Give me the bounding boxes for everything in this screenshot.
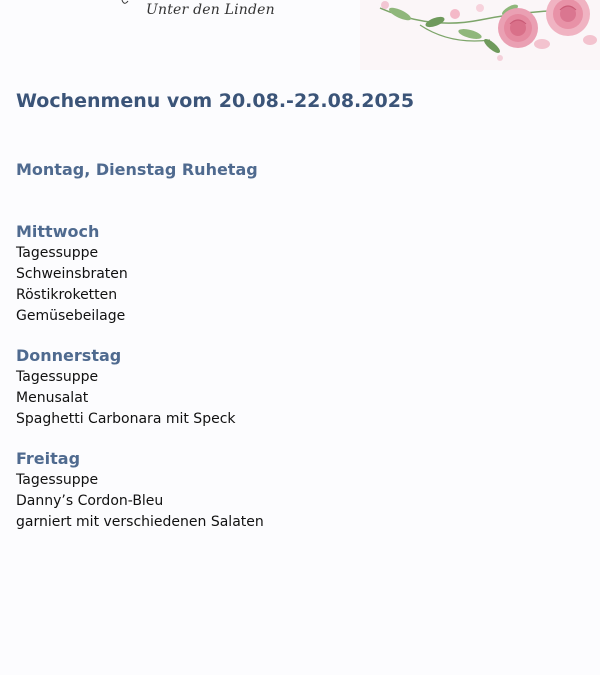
- page-header: [0, 0, 600, 70]
- day-heading: Mittwoch: [16, 222, 100, 241]
- dish-item: Danny’s Cordon-Bleu: [16, 493, 164, 509]
- day-section-donnerstag: [16, 345, 586, 430]
- dish-item: Röstikroketten: [16, 287, 118, 303]
- day-heading: Freitag: [16, 449, 81, 468]
- dish-item: Tagessuppe: [16, 472, 99, 488]
- dish-item: garniert mit verschiedenen Salaten: [16, 514, 264, 530]
- day-heading: Donnerstag: [16, 346, 122, 365]
- logo-mark-fragment: [120, 0, 130, 6]
- closed-days-notice: Montag, Dienstag Ruhetag: [16, 160, 258, 179]
- dish-item: Menusalat: [16, 390, 89, 406]
- dish-item: Tagessuppe: [16, 369, 99, 385]
- menu-content: [16, 88, 586, 533]
- menu-title: Wochenmenu vom 20.08.-22.08.2025: [16, 90, 415, 112]
- dish-item: Gemüsebeilage: [16, 308, 126, 324]
- floral-rose-decoration: [360, 0, 600, 70]
- logo-subtitle: Unter den Linden: [146, 2, 275, 18]
- dish-item: Tagessuppe: [16, 245, 99, 261]
- day-section-freitag: [16, 448, 586, 533]
- day-section-mittwoch: [16, 221, 586, 327]
- dish-item: Spaghetti Carbonara mit Speck: [16, 411, 236, 427]
- dish-item: Schweinsbraten: [16, 266, 128, 282]
